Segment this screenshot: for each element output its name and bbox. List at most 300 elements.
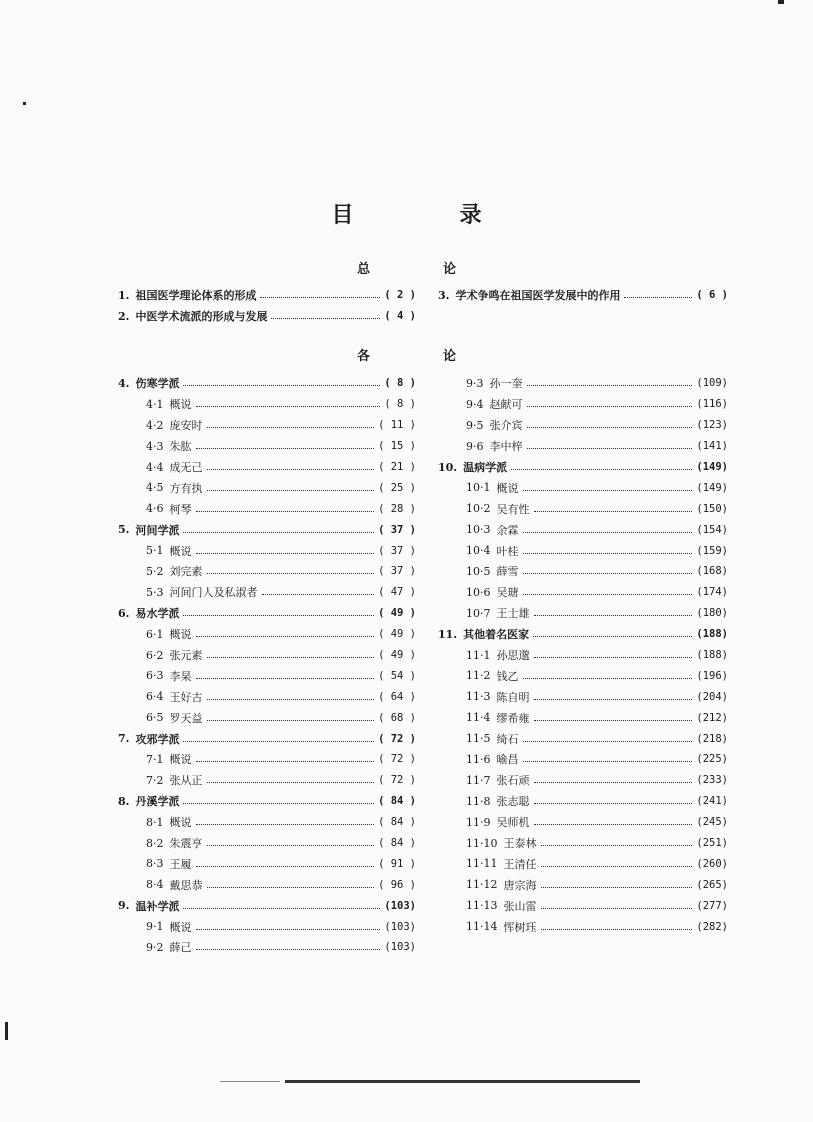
entry-page: ( 37 ) <box>378 523 416 536</box>
entry-page: (225) <box>696 753 728 766</box>
entry-title: 易水学派 <box>135 607 180 621</box>
entry-title: 成无己 <box>169 461 203 474</box>
entry-page: (174) <box>696 586 728 599</box>
entry-page: (150) <box>696 502 728 515</box>
entry-page: ( 37 ) <box>378 544 416 557</box>
toc-entry <box>438 394 728 415</box>
entry-title: 中医学术流派的形成与发展 <box>135 310 268 324</box>
entry-number: 8·2 <box>146 836 164 850</box>
dot-leader <box>541 907 693 909</box>
entry-number: 9·3 <box>466 376 484 390</box>
entry-title: 温补学派 <box>135 899 180 913</box>
toc-entry <box>118 519 416 540</box>
entry-title: 王好古 <box>169 690 203 704</box>
entry-number: 5·2 <box>146 564 164 578</box>
entry-number: 11. <box>438 627 458 641</box>
toc-entry <box>118 394 416 415</box>
entry-page: ( 72 ) <box>378 732 416 745</box>
toc-entry <box>118 582 416 603</box>
entry-number: 10·5 <box>466 564 491 578</box>
dot-leader <box>523 593 693 595</box>
dot-leader <box>527 405 693 407</box>
toc-entry <box>438 373 728 394</box>
entry-page: ( 72 ) <box>378 753 416 766</box>
bottom-rule-faint <box>220 1081 280 1082</box>
toc-entry <box>118 415 416 436</box>
toc-entry <box>438 519 728 540</box>
entry-title: 戴思恭 <box>169 878 203 892</box>
toc-entry <box>118 791 416 812</box>
dot-leader <box>207 656 375 658</box>
entry-number: 4·3 <box>146 439 164 453</box>
entry-page: (218) <box>696 732 728 745</box>
entry-page: (196) <box>696 669 728 682</box>
dot-leader <box>511 468 692 470</box>
dot-leader <box>196 447 375 449</box>
entry-number: 4·5 <box>146 481 164 495</box>
entry-title: 攻邪学派 <box>135 732 180 746</box>
entry-title: 赵献可 <box>489 398 523 412</box>
dot-leader <box>207 426 375 428</box>
dot-leader <box>541 865 693 867</box>
entry-number: 9·6 <box>466 439 484 453</box>
dot-leader <box>527 384 693 386</box>
toc-entry <box>438 540 728 561</box>
entry-number: 11·7 <box>466 773 491 787</box>
dot-leader <box>207 844 375 846</box>
entry-number: 10·3 <box>466 523 491 537</box>
dot-leader <box>207 489 375 491</box>
entry-page: ( 64 ) <box>378 690 416 703</box>
dot-leader <box>196 948 381 950</box>
dot-leader <box>207 698 375 700</box>
entry-title: 薛雪 <box>496 565 519 579</box>
toc-entry <box>438 916 728 937</box>
page-title: 目 录 <box>331 202 524 228</box>
entry-page: ( 49 ) <box>378 607 416 620</box>
entry-number: 11·13 <box>466 899 498 913</box>
toc-entry <box>438 749 728 770</box>
toc-entry <box>118 770 416 791</box>
entry-number: 11·8 <box>466 794 491 808</box>
entry-page: (168) <box>696 565 728 578</box>
entry-number: 7. <box>118 732 130 746</box>
toc-entry <box>438 665 728 686</box>
entry-title: 余霖 <box>496 523 519 537</box>
dot-leader <box>207 468 375 470</box>
dot-leader <box>196 760 375 762</box>
entry-page: ( 96 ) <box>378 878 416 891</box>
entry-page: (180) <box>696 607 728 620</box>
entry-number: 4. <box>118 376 130 390</box>
specific-left-column <box>118 373 416 958</box>
toc-entry <box>118 937 416 958</box>
toc-entry <box>118 665 416 686</box>
entry-title: 陈自明 <box>496 690 530 704</box>
entry-title: 喻昌 <box>496 753 519 767</box>
entry-title: 李杲 <box>169 669 192 683</box>
entry-title: 温病学派 <box>463 461 508 474</box>
entry-number: 8·1 <box>146 815 164 829</box>
entry-title: 吴有性 <box>496 502 530 516</box>
entry-title: 王士雄 <box>496 607 530 621</box>
dot-leader <box>624 296 692 298</box>
entry-title: 孙一奎 <box>489 377 523 391</box>
toc-entry <box>438 582 728 603</box>
entry-page: (260) <box>696 857 728 870</box>
entry-page: ( 21 ) <box>378 461 416 473</box>
dot-leader <box>183 802 374 804</box>
entry-number: 6·1 <box>146 627 164 641</box>
dot-leader <box>196 677 375 679</box>
toc-entry <box>438 457 728 478</box>
toc-entry <box>438 415 728 436</box>
entry-number: 11·14 <box>466 920 498 934</box>
entry-title: 王泰林 <box>503 837 537 851</box>
entry-page: ( 6 ) <box>696 289 728 302</box>
dot-leader <box>541 844 693 846</box>
toc-entry <box>118 728 416 749</box>
dot-leader <box>523 740 693 742</box>
entry-number: 7·2 <box>146 773 164 787</box>
entry-page: (265) <box>696 878 728 891</box>
entry-title: 概说 <box>496 481 519 495</box>
toc-entry <box>438 686 728 707</box>
entry-title: 薛己 <box>169 941 192 955</box>
entry-page: ( 4 ) <box>384 310 416 323</box>
dot-leader <box>196 510 375 512</box>
entry-number: 4·6 <box>146 502 164 516</box>
entry-page: ( 68 ) <box>378 711 416 724</box>
dot-leader <box>523 489 693 491</box>
entry-title: 庞安时 <box>169 419 203 433</box>
dot-leader <box>196 405 381 407</box>
entry-number: 11·11 <box>466 857 498 871</box>
entry-title: 吴师机 <box>496 816 530 830</box>
toc-entry <box>118 373 416 394</box>
dot-leader <box>534 614 693 616</box>
toc-entry <box>438 833 728 854</box>
dot-leader <box>534 719 693 721</box>
entry-number: 11·3 <box>466 690 491 704</box>
entry-page: ( 28 ) <box>378 502 416 515</box>
entry-number: 9·1 <box>146 920 164 934</box>
entry-number: 4·4 <box>146 460 164 474</box>
toc-entry <box>438 895 728 916</box>
toc-entry <box>118 895 416 916</box>
dot-leader <box>534 781 693 783</box>
toc-entry <box>118 812 416 833</box>
section-heading-specific: 各 论 <box>356 349 486 364</box>
entry-title: 罗天益 <box>169 711 203 725</box>
entry-page: (188) <box>696 628 728 641</box>
dot-leader <box>541 928 693 930</box>
entry-number: 8·4 <box>146 878 164 892</box>
toc-entry <box>438 561 728 582</box>
toc-entry <box>438 707 728 728</box>
entry-number: 11·9 <box>466 815 491 829</box>
entry-page: (241) <box>696 795 728 808</box>
entry-page: (109) <box>696 377 728 390</box>
entry-page: (141) <box>696 440 728 453</box>
entry-number: 10·6 <box>466 585 491 599</box>
entry-title: 概说 <box>169 544 192 558</box>
entry-number: 1. <box>118 288 130 302</box>
entry-title: 张元素 <box>169 649 203 663</box>
entry-number: 4·1 <box>146 397 164 411</box>
bottom-rule <box>285 1080 640 1083</box>
general-left-column <box>118 285 416 327</box>
entry-page: ( 49 ) <box>378 649 416 662</box>
dot-leader <box>541 886 693 888</box>
toc-entry <box>118 540 416 561</box>
entry-number: 10·4 <box>466 544 491 558</box>
dot-leader <box>523 572 693 574</box>
entry-number: 11·5 <box>466 732 491 746</box>
entry-title: 张石顽 <box>496 774 530 788</box>
entry-title: 概说 <box>169 398 192 412</box>
toc-entry <box>118 457 416 478</box>
entry-title: 概说 <box>169 753 192 767</box>
toc-entry <box>438 603 728 624</box>
entry-title: 概说 <box>169 628 192 642</box>
toc-entry <box>438 812 728 833</box>
entry-title: 叶桂 <box>496 544 519 558</box>
entry-page: (188) <box>696 649 728 662</box>
dot-leader <box>527 426 693 428</box>
entry-title: 孙思邈 <box>496 649 530 663</box>
entry-number: 9·5 <box>466 418 484 432</box>
entry-title: 柯琴 <box>169 502 192 516</box>
entry-number: 4·2 <box>146 418 164 432</box>
entry-page: (251) <box>696 837 728 850</box>
toc-entry <box>118 707 416 728</box>
entry-page: (233) <box>696 774 728 787</box>
dot-leader <box>183 614 374 616</box>
general-right-column <box>438 285 728 306</box>
entry-number: 3. <box>438 288 450 302</box>
entry-title: 吴瑭 <box>496 586 519 600</box>
entry-page: ( 54 ) <box>378 669 416 682</box>
toc-entry <box>438 874 728 895</box>
entry-number: 2. <box>118 309 130 323</box>
entry-title: 王履 <box>169 857 192 871</box>
toc-entry <box>118 306 416 327</box>
entry-page: (245) <box>696 816 728 829</box>
entry-number: 6·2 <box>146 648 164 662</box>
entry-number: 10·1 <box>466 481 491 495</box>
entry-number: 11·2 <box>466 669 491 683</box>
entry-page: (116) <box>696 398 728 411</box>
entry-title: 刘完素 <box>169 565 203 579</box>
dot-leader <box>196 823 375 825</box>
dot-leader <box>183 384 380 386</box>
entry-page: (149) <box>696 461 728 473</box>
entry-number: 6·5 <box>146 711 164 725</box>
section-heading-general: 总 论 <box>356 262 486 277</box>
dot-leader <box>262 593 375 595</box>
dot-leader <box>523 760 693 762</box>
entry-page: ( 49 ) <box>378 628 416 641</box>
entry-number: 5·3 <box>146 585 164 599</box>
toc-entry <box>118 477 416 498</box>
toc-entry <box>118 874 416 895</box>
toc-entry <box>118 833 416 854</box>
dot-leader <box>527 447 693 449</box>
entry-number: 10. <box>438 460 458 474</box>
entry-title: 朱肱 <box>169 440 192 454</box>
entry-page: (123) <box>696 419 728 432</box>
dot-leader <box>183 531 374 533</box>
scan-speck <box>5 1022 8 1040</box>
entry-title: 其他着名医家 <box>463 628 530 642</box>
dot-leader <box>534 656 693 658</box>
entry-title: 伤寒学派 <box>135 377 180 391</box>
dot-leader <box>207 572 375 574</box>
entry-page: ( 84 ) <box>378 837 416 850</box>
entry-page: ( 91 ) <box>378 857 416 870</box>
entry-page: ( 84 ) <box>378 795 416 808</box>
entry-page: ( 2 ) <box>384 289 416 302</box>
toc-entry <box>438 498 728 519</box>
entry-number: 9·2 <box>146 940 164 954</box>
dot-leader <box>207 719 375 721</box>
entry-number: 6·4 <box>146 690 164 704</box>
toc-entry <box>118 285 416 306</box>
entry-number: 11·10 <box>466 836 498 850</box>
entry-number: 11·4 <box>466 711 491 725</box>
dot-leader <box>523 531 693 533</box>
entry-page: (154) <box>696 523 728 536</box>
entry-page: ( 8 ) <box>384 398 416 411</box>
dot-leader <box>183 740 374 742</box>
entry-title: 张从正 <box>169 774 203 788</box>
toc-entry <box>438 728 728 749</box>
entry-page: (103) <box>384 899 416 912</box>
dot-leader <box>196 552 375 554</box>
entry-page: (212) <box>696 711 728 724</box>
dot-leader <box>196 865 375 867</box>
toc-entry <box>438 477 728 498</box>
scan-speck <box>778 0 784 4</box>
entry-title: 方有执 <box>169 481 203 495</box>
entry-number: 6·3 <box>146 669 164 683</box>
entry-title: 张山雷 <box>503 899 537 913</box>
entry-number: 9·4 <box>466 397 484 411</box>
entry-title: 李中梓 <box>489 440 523 454</box>
dot-leader <box>196 635 375 637</box>
dot-leader <box>207 886 375 888</box>
toc-entry <box>118 686 416 707</box>
dot-leader <box>260 296 380 298</box>
entry-number: 11·6 <box>466 752 491 766</box>
entry-title: 朱震亨 <box>169 837 203 851</box>
entry-page: ( 11 ) <box>378 419 416 432</box>
entry-title: 张介宾 <box>489 419 523 433</box>
entry-page: (159) <box>696 544 728 557</box>
dot-leader <box>534 802 693 804</box>
entry-title: 张志聪 <box>496 795 530 809</box>
entry-number: 11·12 <box>466 878 498 892</box>
dot-leader <box>183 907 380 909</box>
scan-speck <box>23 102 26 105</box>
entry-number: 8. <box>118 794 130 808</box>
entry-page: ( 8 ) <box>384 377 416 390</box>
toc-entry <box>438 285 728 306</box>
entry-page: ( 72 ) <box>378 774 416 787</box>
toc-entry <box>118 436 416 457</box>
dot-leader <box>534 698 693 700</box>
dot-leader <box>534 823 693 825</box>
entry-page: (282) <box>696 920 728 933</box>
toc-entry <box>118 853 416 874</box>
specific-right-column <box>438 373 728 937</box>
entry-number: 7·1 <box>146 752 164 766</box>
entry-title: 恽树珏 <box>503 920 537 934</box>
toc-entry <box>118 624 416 645</box>
entry-title: 祖国医学理论体系的形成 <box>135 289 257 303</box>
entry-title: 河间门人及私淑者 <box>169 586 258 600</box>
dot-leader <box>523 677 693 679</box>
dot-leader <box>533 635 692 637</box>
entry-page: (103) <box>384 941 416 954</box>
entry-page: (277) <box>696 899 728 912</box>
entry-number: 9. <box>118 899 130 913</box>
entry-title: 河间学派 <box>135 523 180 537</box>
entry-number: 6. <box>118 606 130 620</box>
entry-title: 钱乙 <box>496 669 519 683</box>
entry-number: 5. <box>118 523 130 537</box>
dot-leader <box>523 552 693 554</box>
entry-number: 10·7 <box>466 606 491 620</box>
dot-leader <box>207 781 375 783</box>
toc-entry <box>438 770 728 791</box>
entry-page: ( 47 ) <box>378 586 416 599</box>
entry-page: ( 37 ) <box>378 565 416 578</box>
toc-entry <box>118 645 416 666</box>
toc-entry <box>438 791 728 812</box>
entry-number: 5·1 <box>146 544 164 558</box>
entry-number: 11·1 <box>466 648 491 662</box>
entry-number: 10·2 <box>466 502 491 516</box>
toc-entry <box>118 498 416 519</box>
toc-entry <box>438 436 728 457</box>
entry-page: ( 84 ) <box>378 816 416 829</box>
entry-title: 绮石 <box>496 732 519 746</box>
toc-entry <box>438 624 728 645</box>
entry-page: (204) <box>696 690 728 703</box>
entry-title: 概说 <box>169 920 192 934</box>
entry-page: (149) <box>696 481 728 494</box>
entry-title: 丹溪学派 <box>135 795 180 809</box>
toc-entry <box>438 853 728 874</box>
dot-leader <box>534 510 693 512</box>
entry-title: 王清任 <box>503 857 537 871</box>
toc-entry <box>118 561 416 582</box>
dot-leader <box>271 317 380 319</box>
entry-page: (103) <box>384 920 416 933</box>
entry-number: 8·3 <box>146 857 164 871</box>
entry-title: 缪希雍 <box>496 711 530 725</box>
entry-page: ( 25 ) <box>378 481 416 494</box>
entry-title: 唐宗海 <box>503 878 537 892</box>
entry-page: ( 15 ) <box>378 440 416 453</box>
toc-entry <box>438 645 728 666</box>
toc-entry <box>118 916 416 937</box>
dot-leader <box>196 928 381 930</box>
toc-entry <box>118 603 416 624</box>
entry-title: 概说 <box>169 816 192 830</box>
